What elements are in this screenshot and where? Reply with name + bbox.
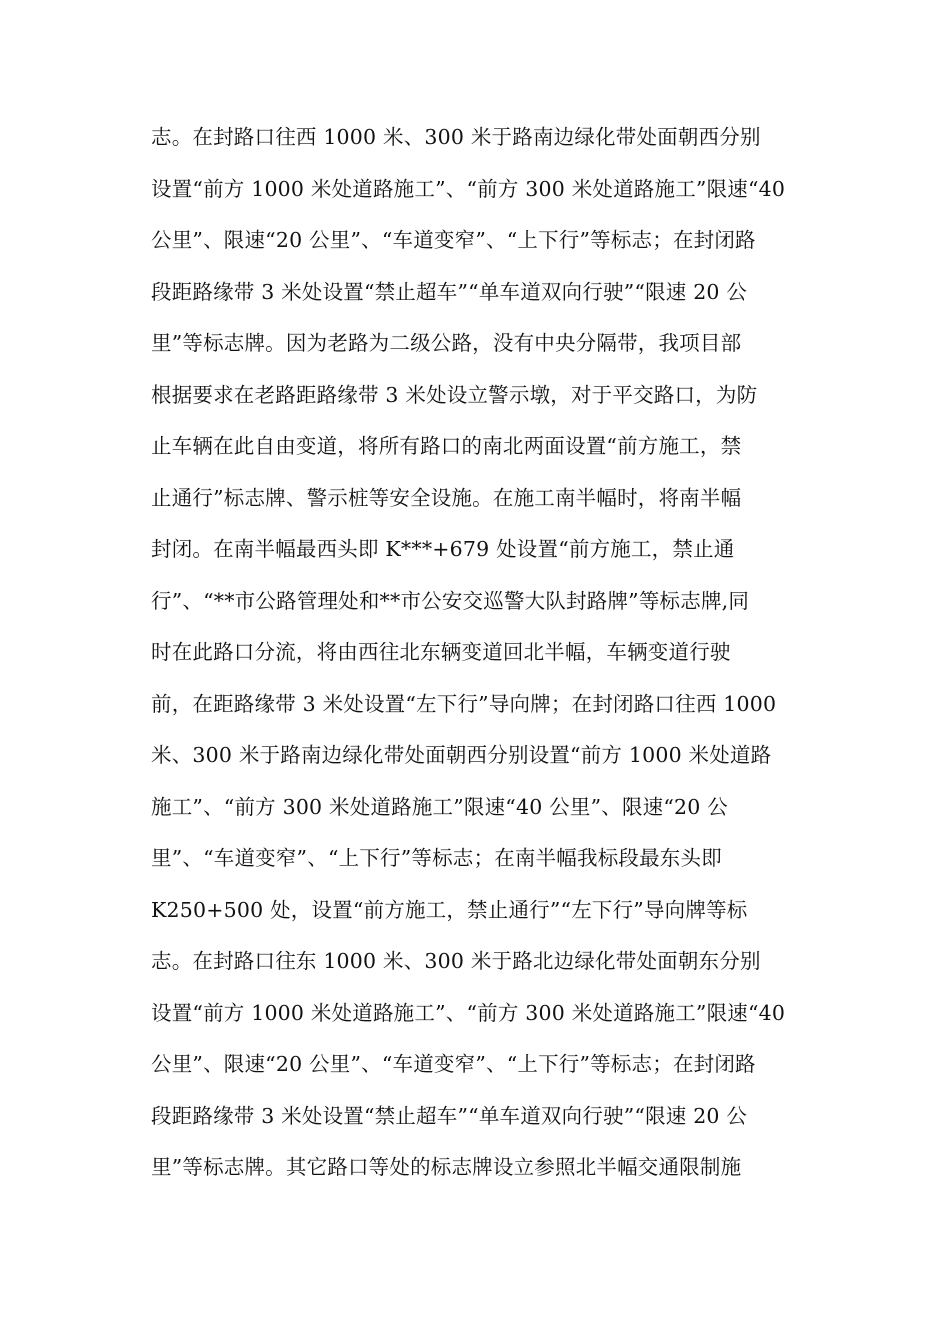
text-line: 设置“前方 1000 米处道路施工”、“前方 300 米处道路施工”限速“40 (151, 176, 786, 201)
text-line: 公里”、限速“20 公里”、“车道变窄”、“上下行”等标志；在封闭路 (151, 1052, 756, 1076)
text-line: 封闭。在南半幅最西头即 K***+679 处设置“前方施工，禁止通 (151, 537, 735, 561)
text-line: 志。在封路口往东 1000 米、300 米于路北边绿化带处面朝东分别 (151, 949, 761, 973)
text-line: 公里”、限速“20 公里”、“车道变窄”、“上下行”等标志；在封闭路 (151, 228, 756, 252)
text-line: 行”、“**市公路管理处和**市公安交巡警大队封路牌”等标志牌,同 (151, 588, 750, 613)
text-line: K250+500 处，设置“前方施工，禁止通行”“左下行”导向牌等标 (151, 897, 748, 922)
text-line: 志。在封路口往西 1000 米、300 米于路南边绿化带处面朝西分别 (151, 125, 761, 149)
text-line: 里”等标志牌。其它路口等处的标志牌设立参照北半幅交通限制施 (151, 1155, 742, 1179)
text-line: 根据要求在老路距路缘带 3 米处设立警示墩，对于平交路口，为防 (151, 382, 758, 407)
text-line: 设置“前方 1000 米处道路施工”、“前方 300 米处道路施工”限速“40 (151, 1000, 786, 1025)
body-paragraph (151, 112, 811, 1194)
text-line: 里”、“车道变窄”、“上下行”等标志；在南半幅我标段最东头即 (151, 846, 722, 870)
text-line: 施工”、“前方 300 米处道路施工”限速“40 公里”、限速“20 公 (151, 794, 728, 819)
text-line: 米、300 米于路南边绿化带处面朝西分别设置“前方 1000 米处道路 (151, 743, 772, 767)
text-line: 前，在距路缘带 3 米处设置“左下行”导向牌；在封闭路口往西 1000 (151, 691, 777, 716)
text-line: 里”等标志牌。因为老路为二级公路，没有中央分隔带，我项目部 (151, 331, 742, 355)
text-line: 段距路缘带 3 米处设置“禁止超车”“单车道双向行驶”“限速 20 公 (151, 1103, 748, 1128)
text-line: 止通行”标志牌、警示桩等安全设施。在施工南半幅时，将南半幅 (151, 485, 742, 510)
text-line: 时在此路口分流，将由西往北东辆变道回北半幅，车辆变道行驶 (151, 640, 731, 664)
text-line: 段距路缘带 3 米处设置“禁止超车”“单车道双向行驶”“限速 20 公 (151, 279, 748, 304)
text-line: 止车辆在此自由变道，将所有路口的南北两面设置“前方施工，禁 (151, 434, 742, 458)
